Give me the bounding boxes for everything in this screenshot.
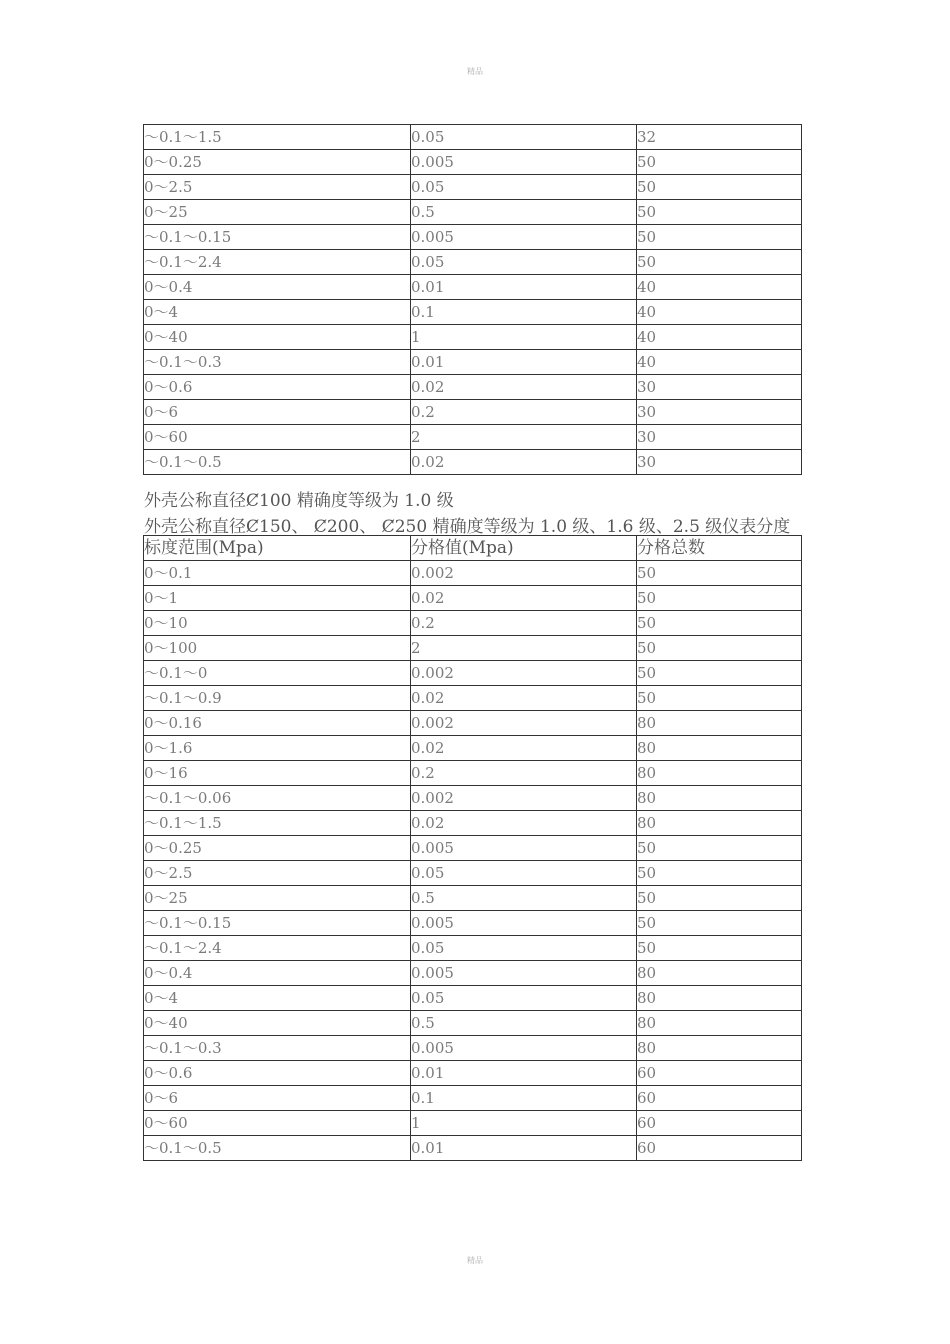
cell-scale-range: 0～40 — [144, 325, 411, 350]
header-scale-range: 标度范围(Mpa) — [144, 536, 411, 561]
cell-scale-range: 0～6 — [144, 1086, 411, 1111]
cell-scale-range: 0～16 — [144, 761, 411, 786]
cell-scale-range: ～0.1～0.3 — [144, 350, 411, 375]
cell-division-value: 0.005 — [411, 961, 637, 986]
cell-division-value: 0.05 — [411, 125, 637, 150]
cell-scale-range: 0～2.5 — [144, 861, 411, 886]
cell-division-value: 0.01 — [411, 350, 637, 375]
cell-scale-range: 0～0.6 — [144, 1061, 411, 1086]
cell-division-count: 80 — [637, 1036, 802, 1061]
table-row — [144, 886, 802, 911]
cell-scale-range: ～0.1～0.15 — [144, 225, 411, 250]
cell-division-count: 60 — [637, 1086, 802, 1111]
cell-scale-range: ～0.1～0.06 — [144, 786, 411, 811]
cell-division-count: 40 — [637, 325, 802, 350]
watermark-top: 精品 — [467, 67, 483, 76]
cell-division-value: 1 — [411, 325, 637, 350]
cell-scale-range: 0～0.25 — [144, 836, 411, 861]
cell-division-value: 0.01 — [411, 1136, 637, 1161]
scale-table-continued — [143, 124, 802, 475]
cell-scale-range: 0～60 — [144, 425, 411, 450]
cell-scale-range: 0～2.5 — [144, 175, 411, 200]
table-row — [144, 861, 802, 886]
cell-scale-range: ～0.1～0.15 — [144, 911, 411, 936]
cell-division-count: 80 — [637, 961, 802, 986]
cell-division-value: 0.005 — [411, 150, 637, 175]
cell-scale-range: ～0.1～1.5 — [144, 125, 411, 150]
cell-division-count: 40 — [637, 275, 802, 300]
cell-division-count: 30 — [637, 450, 802, 475]
table-row — [144, 1111, 802, 1136]
watermark-bottom: 精品 — [467, 1256, 483, 1265]
cell-division-value: 0.005 — [411, 1036, 637, 1061]
cell-scale-range: 0～4 — [144, 300, 411, 325]
cell-division-value: 0.1 — [411, 300, 637, 325]
table-row — [144, 250, 802, 275]
table-row — [144, 936, 802, 961]
cell-scale-range: 0～0.25 — [144, 150, 411, 175]
cell-division-value: 0.05 — [411, 861, 637, 886]
table-header-row — [144, 536, 802, 561]
cell-scale-range: 0～1 — [144, 586, 411, 611]
cell-scale-range: 0～25 — [144, 200, 411, 225]
table-row — [144, 450, 802, 475]
table-row — [144, 1136, 802, 1161]
cell-division-value: 0.5 — [411, 886, 637, 911]
cell-division-value: 0.2 — [411, 761, 637, 786]
cell-scale-range: ～0.1～2.4 — [144, 936, 411, 961]
table-row — [144, 561, 802, 586]
cell-division-value: 0.005 — [411, 836, 637, 861]
table-row — [144, 786, 802, 811]
cell-division-count: 30 — [637, 425, 802, 450]
table-row — [144, 811, 802, 836]
cell-division-value: 0.02 — [411, 686, 637, 711]
cell-division-value: 0.002 — [411, 711, 637, 736]
cell-scale-range: 0～60 — [144, 1111, 411, 1136]
cell-scale-range: 0～1.6 — [144, 736, 411, 761]
cell-division-count: 50 — [637, 200, 802, 225]
cell-division-value: 2 — [411, 425, 637, 450]
cell-division-value: 0.05 — [411, 986, 637, 1011]
cell-division-count: 50 — [637, 886, 802, 911]
cell-scale-range: 0～0.16 — [144, 711, 411, 736]
table-row — [144, 961, 802, 986]
scale-table-continued-body — [144, 125, 802, 475]
cell-division-count: 50 — [637, 225, 802, 250]
cell-division-count: 50 — [637, 661, 802, 686]
table-row — [144, 425, 802, 450]
cell-scale-range: ～0.1～0.5 — [144, 1136, 411, 1161]
cell-division-value: 0.1 — [411, 1086, 637, 1111]
table-row — [144, 711, 802, 736]
cell-division-value: 0.02 — [411, 375, 637, 400]
cell-division-count: 30 — [637, 400, 802, 425]
table-row — [144, 275, 802, 300]
cell-division-count: 32 — [637, 125, 802, 150]
cell-division-value: 0.005 — [411, 225, 637, 250]
cell-division-count: 50 — [637, 561, 802, 586]
table-row — [144, 1061, 802, 1086]
cell-division-value: 2 — [411, 636, 637, 661]
cell-division-value: 0.05 — [411, 250, 637, 275]
cell-scale-range: ～0.1～1.5 — [144, 811, 411, 836]
cell-division-value: 0.2 — [411, 611, 637, 636]
cell-scale-range: 0～0.6 — [144, 375, 411, 400]
cell-scale-range: 0～6 — [144, 400, 411, 425]
table-row — [144, 1086, 802, 1111]
cell-scale-range: ～0.1～0.3 — [144, 1036, 411, 1061]
cell-division-count: 80 — [637, 786, 802, 811]
cell-division-count: 80 — [637, 986, 802, 1011]
table-row — [144, 325, 802, 350]
table-row — [144, 986, 802, 1011]
cell-division-value: 1 — [411, 1111, 637, 1136]
table-row — [144, 686, 802, 711]
cell-scale-range: 0～0.4 — [144, 275, 411, 300]
table-row — [144, 636, 802, 661]
cell-division-value: 0.05 — [411, 175, 637, 200]
table-row — [144, 350, 802, 375]
cell-division-count: 50 — [637, 686, 802, 711]
cell-division-count: 50 — [637, 611, 802, 636]
cell-division-count: 50 — [637, 861, 802, 886]
header-division-value: 分格值(Mpa) — [411, 536, 637, 561]
table-row — [144, 836, 802, 861]
scale-table — [143, 535, 802, 1161]
table-row — [144, 611, 802, 636]
cell-scale-range: ～0.1～0.9 — [144, 686, 411, 711]
note-diameter-100: 外壳公称直径Ȼ100 精确度等级为 1.0 级 — [144, 491, 454, 511]
cell-division-value: 0.02 — [411, 736, 637, 761]
table-row — [144, 911, 802, 936]
cell-division-count: 50 — [637, 250, 802, 275]
table-row — [144, 200, 802, 225]
cell-division-value: 0.01 — [411, 1061, 637, 1086]
cell-division-count: 30 — [637, 375, 802, 400]
cell-division-value: 0.02 — [411, 450, 637, 475]
cell-scale-range: ～0.1～0.5 — [144, 450, 411, 475]
cell-scale-range: 0～40 — [144, 1011, 411, 1036]
cell-division-value: 0.002 — [411, 786, 637, 811]
cell-division-count: 50 — [637, 636, 802, 661]
cell-division-value: 0.5 — [411, 200, 637, 225]
table-row — [144, 175, 802, 200]
cell-division-count: 80 — [637, 711, 802, 736]
cell-scale-range: 0～0.1 — [144, 561, 411, 586]
cell-division-count: 50 — [637, 175, 802, 200]
table-row — [144, 761, 802, 786]
cell-scale-range: ～0.1～0 — [144, 661, 411, 686]
cell-scale-range: 0～10 — [144, 611, 411, 636]
table-row — [144, 1011, 802, 1036]
cell-division-value: 0.002 — [411, 661, 637, 686]
cell-division-value: 0.5 — [411, 1011, 637, 1036]
table-row — [144, 1036, 802, 1061]
cell-division-value: 0.01 — [411, 275, 637, 300]
cell-division-count: 80 — [637, 811, 802, 836]
table-row — [144, 375, 802, 400]
cell-division-value: 0.005 — [411, 911, 637, 936]
cell-division-count: 40 — [637, 300, 802, 325]
cell-division-value: 0.02 — [411, 586, 637, 611]
note-diameter-150-250: 外壳公称直径Ȼ150、 Ȼ200、 Ȼ250 精确度等级为 1.0 级、1.6 级、2.5 级仪表分度 — [144, 517, 791, 537]
cell-division-count: 50 — [637, 586, 802, 611]
cell-division-count: 50 — [637, 836, 802, 861]
cell-division-count: 50 — [637, 936, 802, 961]
cell-division-count: 40 — [637, 350, 802, 375]
header-division-count: 分格总数 — [637, 536, 802, 561]
table-row — [144, 586, 802, 611]
table-row — [144, 225, 802, 250]
cell-division-count: 80 — [637, 761, 802, 786]
cell-division-count: 60 — [637, 1061, 802, 1086]
cell-scale-range: 0～4 — [144, 986, 411, 1011]
cell-division-value: 0.05 — [411, 936, 637, 961]
cell-scale-range: 0～25 — [144, 886, 411, 911]
cell-scale-range: 0～0.4 — [144, 961, 411, 986]
cell-division-value: 0.2 — [411, 400, 637, 425]
table-row — [144, 150, 802, 175]
cell-division-count: 80 — [637, 736, 802, 761]
cell-division-count: 60 — [637, 1136, 802, 1161]
table-row — [144, 400, 802, 425]
cell-division-count: 60 — [637, 1111, 802, 1136]
cell-division-count: 50 — [637, 150, 802, 175]
cell-division-value: 0.02 — [411, 811, 637, 836]
table-row — [144, 300, 802, 325]
cell-division-count: 50 — [637, 911, 802, 936]
cell-division-count: 80 — [637, 1011, 802, 1036]
table-row — [144, 661, 802, 686]
cell-division-value: 0.002 — [411, 561, 637, 586]
table-row — [144, 736, 802, 761]
cell-scale-range: ～0.1～2.4 — [144, 250, 411, 275]
scale-table-body — [144, 536, 802, 1161]
table-row — [144, 125, 802, 150]
cell-scale-range: 0～100 — [144, 636, 411, 661]
